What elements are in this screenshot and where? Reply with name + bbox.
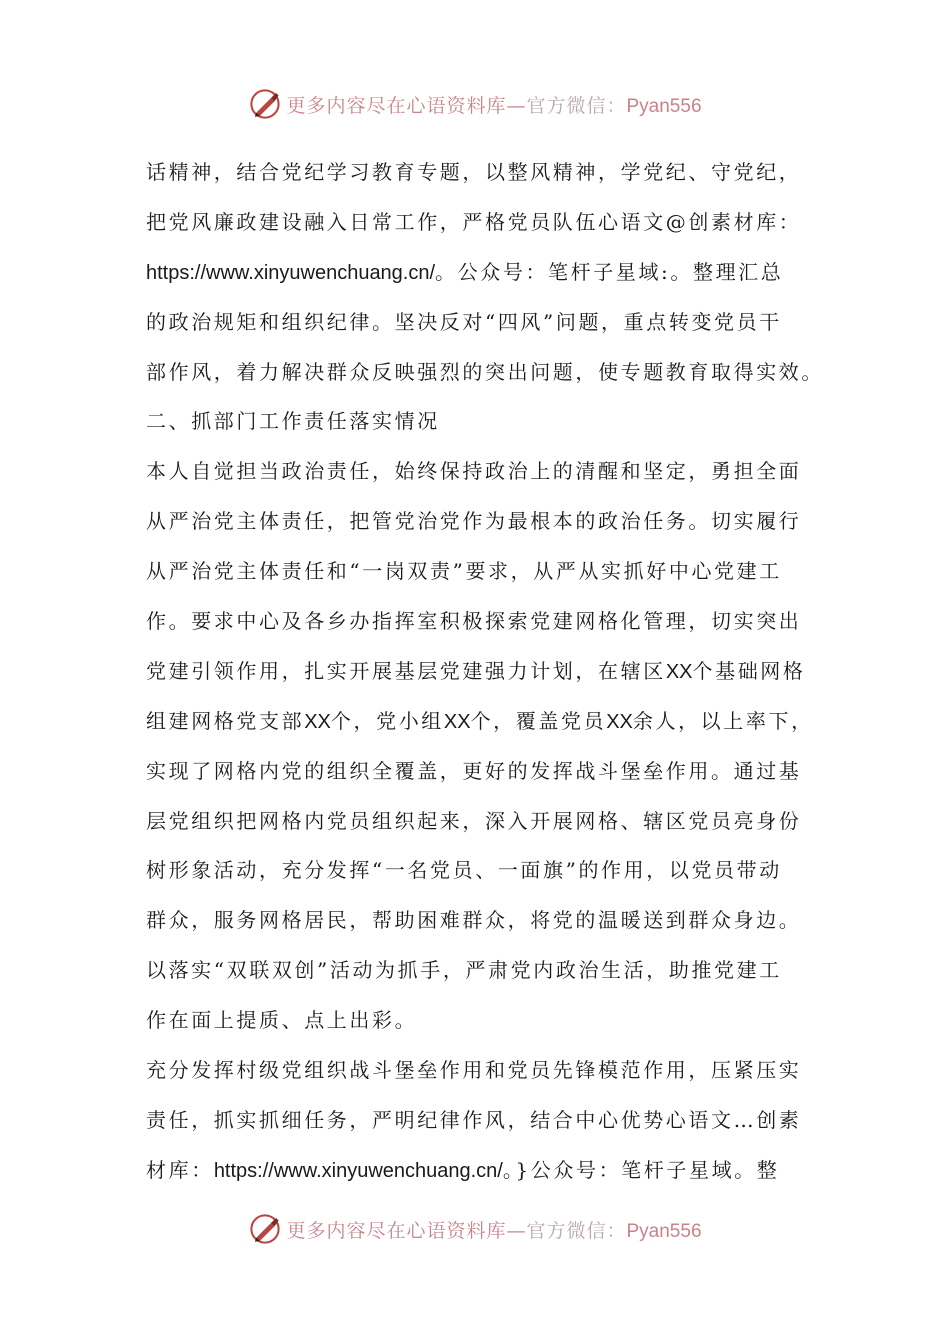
text-line: [146, 447, 826, 497]
latin-segment: XX: [606, 710, 633, 733]
text-segment: 实现了网格内党的组织全覆盖，更好的发挥战斗堡垒作用。通过基: [146, 758, 802, 783]
watermark-wechat-id: Pyan556: [626, 1220, 702, 1242]
text-segment: 充分发挥村级党组织战斗堡垒作用和党员先锋模范作用，压紧压实: [146, 1058, 802, 1083]
text-segment: 个，覆盖党员: [470, 708, 607, 733]
text-line: [146, 846, 826, 896]
text-segment: 党建引领作用，扎实开展基层党建强力计划，在辖区: [146, 658, 666, 683]
watermark-banner-top: [0, 82, 950, 126]
text-segment: 责任，抓实抓细任务，严明纪律作风，结合中心优势心语文…创素: [146, 1107, 802, 1132]
watermark-text: [286, 1216, 701, 1243]
text-segment: 。}公众号：笔杆子星域。整: [502, 1157, 780, 1182]
text-segment: 本人自觉担当政治责任，始终保持政治上的清醒和坚定，勇担全面: [146, 459, 802, 484]
text-segment: 作在面上提质、点上出彩。: [146, 1008, 418, 1033]
text-segment: 余人，以上率下，: [632, 708, 814, 733]
text-segment: 材库：: [146, 1157, 214, 1182]
text-line: [146, 647, 826, 697]
latin-segment: https://www.xinyuwenchuang.cn/: [146, 261, 436, 284]
text-segment: 话精神，结合党纪学习教育专题，以整风精神，学党纪、守党纪，: [146, 160, 802, 184]
watermark-wechat-label: 官方微信：: [526, 94, 627, 117]
watermark-dash: —: [506, 94, 527, 117]
latin-segment: XX: [665, 660, 693, 683]
document-body: [146, 148, 826, 1196]
text-segment: 作。要求中心及各乡办指挥室积极探索党建网格化管理，切实突出: [146, 609, 802, 634]
text-line: [146, 896, 826, 946]
text-segment: 把党风廉政建设融入日常工作，严格党员队伍心语文@创素材库：: [146, 209, 802, 234]
watermark-dash: —: [506, 1219, 527, 1242]
text-segment: 从严治党主体责任，把管党治党作为最根本的政治任务。切实履行: [146, 509, 802, 534]
text-segment: 组建网格党支部: [146, 708, 305, 733]
text-line: [146, 996, 826, 1046]
text-segment: 个，党小组: [330, 708, 444, 733]
text-segment: 。公众号：笔杆子星域:。整理汇总: [435, 259, 784, 284]
text-line: [146, 148, 826, 198]
text-line: [146, 497, 826, 547]
text-line: [146, 1146, 826, 1196]
watermark-wechat-id: Pyan556: [626, 95, 702, 117]
text-line: [146, 597, 826, 647]
text-line: [146, 348, 826, 398]
watermark-text: [286, 91, 701, 118]
latin-segment: https://www.xinyuwenchuang.cn/: [213, 1159, 503, 1182]
text-segment: 的政治规矩和组织纪律。坚决反对“四风”问题，重点转变党员干: [146, 309, 782, 334]
text-line: [146, 248, 826, 298]
latin-segment: XX: [304, 710, 331, 733]
text-segment: 群众，服务网格居民，帮助困难群众，将党的温暖送到群众身边。: [146, 908, 802, 933]
text-segment: 以落实“双联双创”活动为抓手，严肃党内政治生活，助推党建工: [146, 958, 782, 983]
text-line: [146, 1096, 826, 1146]
pen-logo-icon: [248, 1212, 282, 1246]
watermark-wechat-label: 官方微信：: [526, 1219, 627, 1242]
text-segment: 个基础网格: [692, 658, 806, 683]
text-segment: 部作风，着力解决群众反映强烈的突出问题，使专题教育取得实效。: [146, 359, 824, 384]
watermark-banner-bottom: [0, 1207, 950, 1251]
pen-logo-icon: [248, 87, 282, 121]
text-line: [146, 946, 826, 996]
text-segment: 二、抓部门工作责任落实情况: [146, 409, 440, 434]
watermark-main: 更多内容尽在心语资料库: [286, 1219, 507, 1242]
text-line: [146, 747, 826, 797]
text-segment: 从严治党主体责任和“一岗双责”要求，从严从实抓好中心党建工: [146, 559, 782, 584]
text-line: [146, 298, 826, 348]
text-segment: 层党组织把网格内党员组织起来，深入开展网格、辖区党员亮身份: [146, 808, 802, 833]
text-line: [146, 397, 826, 447]
text-line: [146, 797, 826, 847]
latin-segment: XX: [443, 710, 471, 733]
text-segment: 树形象活动，充分发挥“一名党员、一面旗”的作用，以党员带动: [146, 858, 782, 883]
text-line: [146, 547, 826, 597]
watermark-main: 更多内容尽在心语资料库: [286, 94, 507, 117]
text-line: [146, 1046, 826, 1096]
text-line: [146, 697, 826, 747]
text-line: [146, 198, 826, 248]
